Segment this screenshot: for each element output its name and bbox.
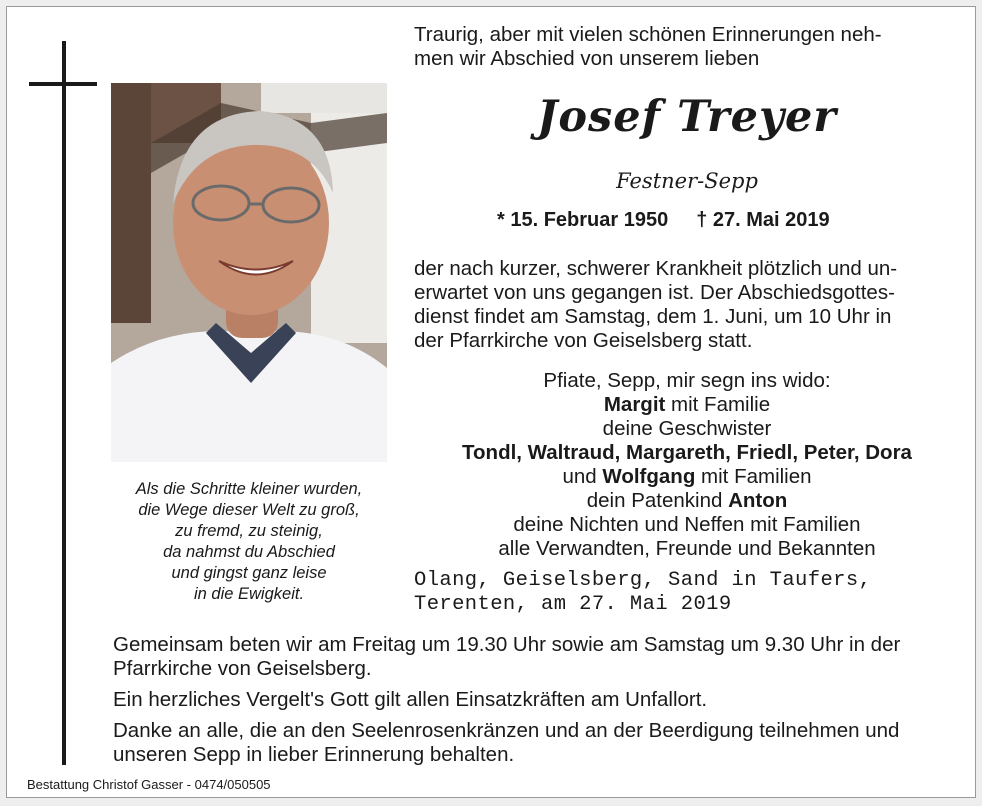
birth-date: * 15. Februar 1950	[497, 209, 669, 231]
portrait-illustration	[111, 83, 387, 462]
mourner-name: Anton	[728, 489, 788, 512]
obituary-card	[6, 6, 976, 798]
cross-vertical-bar	[62, 41, 66, 765]
announcement-line: der Pfarrkirche von Geiselsberg statt.	[414, 329, 753, 352]
mourners-list	[407, 369, 967, 561]
announcement-text	[414, 257, 964, 353]
caption-line: in die Ewigkeit.	[193, 585, 305, 603]
mourner-name: Wolfgang	[602, 465, 696, 488]
caption-line: die Wege dieser Welt zu groß,	[138, 501, 360, 519]
intro-line: Traurig, aber mit vielen schönen Erinnerungen neh-	[414, 23, 882, 46]
places-line: Olang, Geiselsberg, Sand in Taufers,	[414, 569, 872, 592]
mourner-line: dein Patenkind Anton	[586, 489, 788, 512]
siblings-names: Tondl, Waltraud, Margareth, Friedl, Peter, Dora	[462, 441, 912, 464]
mourner-line: und Wolfgang mit Familien	[562, 465, 812, 488]
death-date: † 27. Mai 2019	[696, 209, 830, 231]
deceased-name: Josef Treyer	[537, 92, 837, 142]
places-line: Terenten, am 27. Mai 2019	[414, 593, 732, 616]
caption-line: Als die Schritte kleiner wurden,	[135, 480, 363, 498]
mourner-line: alle Verwandten, Freunde und Bekannten	[498, 537, 876, 560]
places-and-date	[414, 569, 934, 617]
general-thanks: Danke an alle, die an den Seelenrosenkränzen und an der Beerdigung teilnehmen und unseren Sepp in lieber Erinnerung behalten.	[113, 719, 900, 766]
deceased-nickname: Festner-Sepp	[616, 169, 758, 193]
announcement-line: dienst findet am Samstag, dem 1. Juni, um 10 Uhr in	[414, 305, 892, 328]
portrait-photo	[111, 83, 387, 462]
intro-line: men wir Abschied von unserem lieben	[414, 47, 760, 70]
mourner-line: deine Nichten und Neffen mit Familien	[513, 513, 861, 536]
siblings-label: deine Geschwister	[602, 417, 772, 440]
intro-text	[414, 23, 962, 71]
prayer-notice: Gemeinsam beten wir am Freitag um 19.30 Uhr sowie am Samstag um 9.30 Uhr in der Pfarrkirche von Geiselsberg.	[113, 633, 901, 680]
announcement-line: erwartet von uns gegangen ist. Der Abschiedsgottes-	[414, 281, 895, 304]
cross-horizontal-bar	[29, 82, 97, 86]
rescue-thanks: Ein herzliches Vergelt's Gott gilt allen Einsatzkräften am Unfallort.	[113, 688, 708, 711]
funeral-home-footer: Bestattung Christof Gasser - 0474/050505	[27, 777, 271, 792]
announcement-line: der nach kurzer, schwerer Krankheit plötzlich und un-	[414, 257, 898, 280]
caption-line: und gingst ganz leise	[171, 564, 327, 582]
mourner-name: Margit	[603, 393, 666, 416]
farewell-greeting: Pfiate, Sepp, mir segn ins wido:	[543, 369, 831, 392]
life-dates	[497, 209, 830, 232]
mourner-line: Margit mit Familie	[603, 393, 771, 416]
closing-notes	[113, 633, 963, 774]
poem-caption	[103, 479, 395, 605]
caption-line: da nahmst du Abschied	[163, 543, 335, 561]
caption-line: zu fremd, zu steinig,	[175, 522, 323, 540]
